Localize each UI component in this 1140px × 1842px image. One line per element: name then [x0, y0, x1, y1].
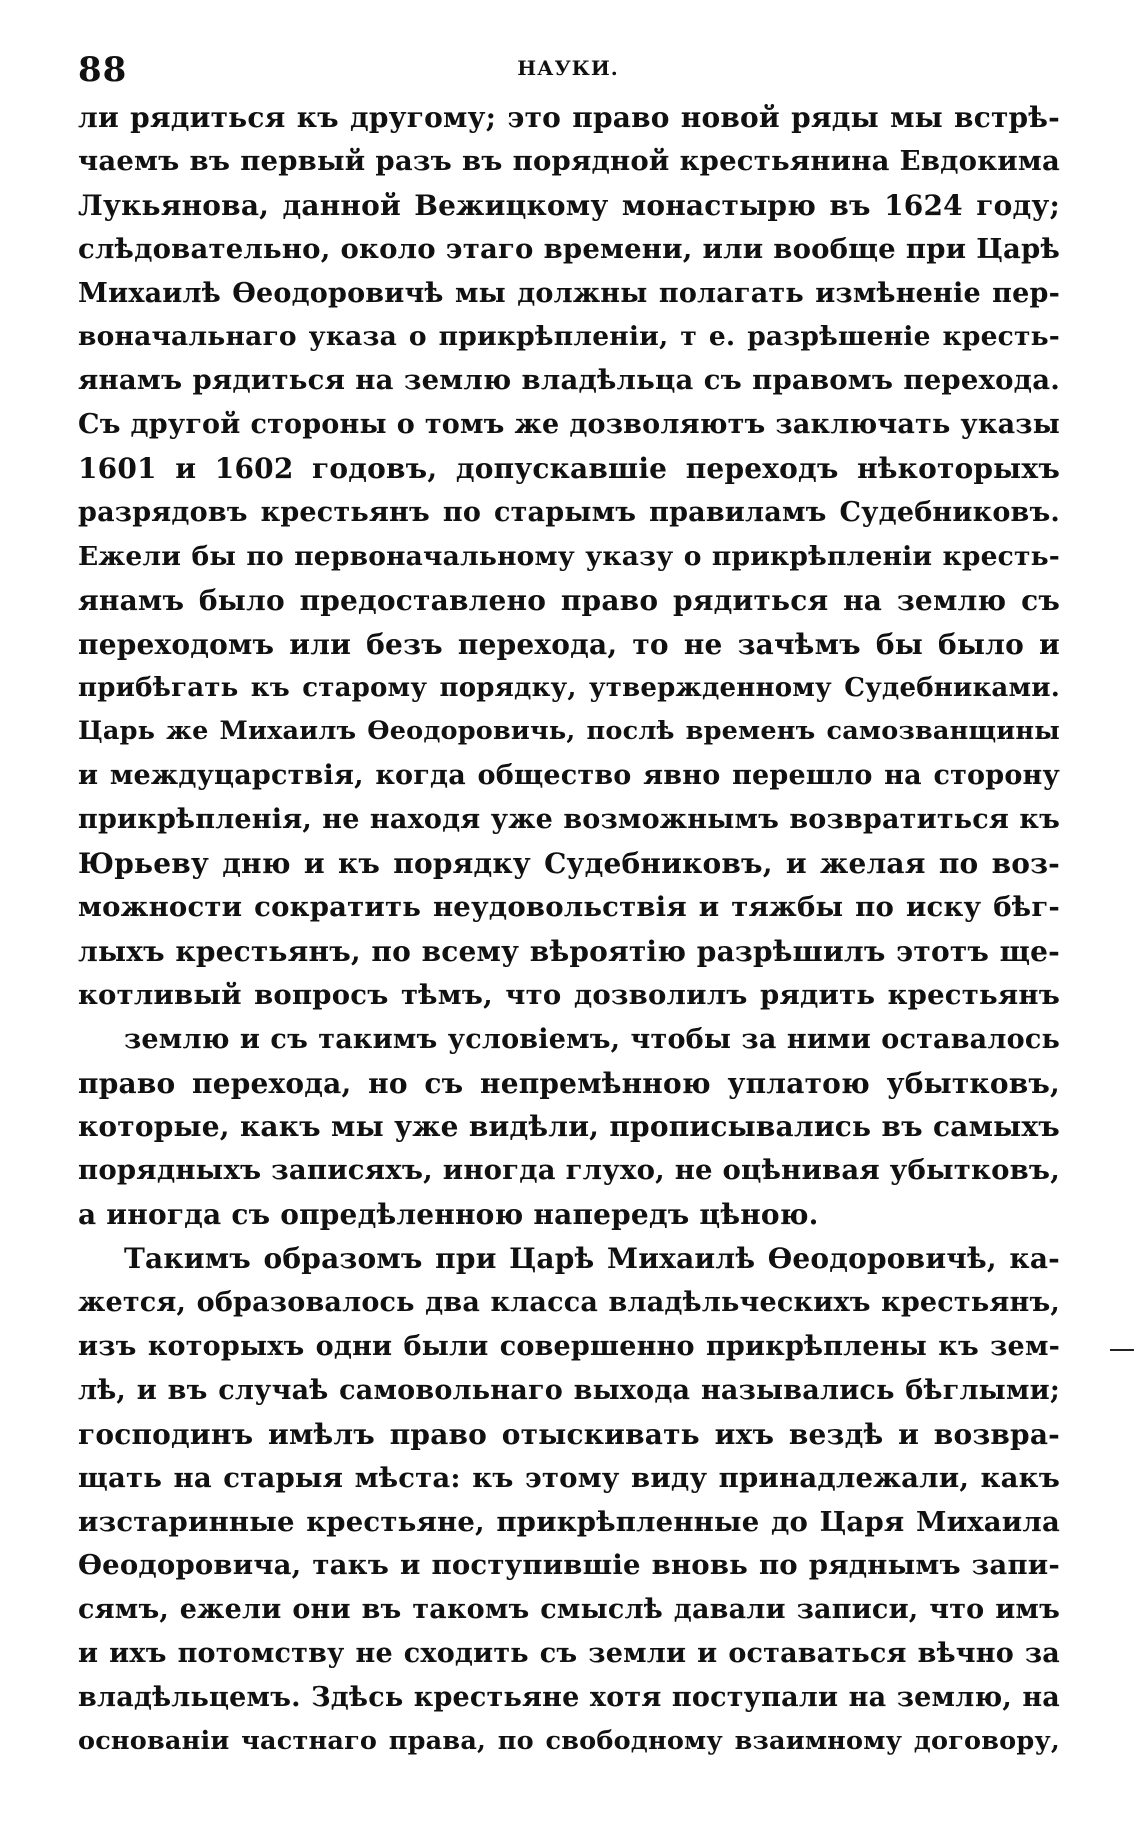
- text-line: прибѣгать къ старому порядку, утвержденному Судебниками.: [78, 672, 1060, 703]
- text-line: ли рядиться къ другому; это право новой ряды мы встрѣ-: [78, 101, 1060, 134]
- running-title: НАУКИ.: [517, 56, 619, 80]
- text-line: янамъ было предоставлено право рядиться на землю съ: [78, 583, 1060, 617]
- page-number: 88: [78, 50, 128, 90]
- paragraph-first-line: Такимъ образомъ при Царѣ Михаилѣ Ѳеодоровичѣ, ка-: [124, 1242, 1060, 1276]
- text-line: изстаринные крестьяне, прикрѣпленные до Царя Михаила: [78, 1505, 1060, 1538]
- text-line: переходомъ или безъ перехода, то не зачѣмъ бы было и: [78, 627, 1060, 661]
- text-line: которые, какъ мы уже видѣли, прописывались въ самыхъ: [78, 1110, 1060, 1144]
- text-line: 1601 и 1602 годовъ, допускавшіе переходъ нѣкоторыхъ: [78, 452, 1060, 486]
- text-line: Царь же Михаилъ Ѳеодоровичь, послѣ временъ самозванщины: [78, 716, 1060, 747]
- text-line: лыхъ крестьянъ, по всему вѣроятію разрѣшилъ этотъ ще-: [78, 934, 1060, 968]
- text-line: можности сократить неудовольствія и тяжбы по иску бѣг-: [78, 891, 1060, 924]
- margin-mark: [1110, 1349, 1134, 1351]
- text-line: щать на старыя мѣста: къ этому виду принадлежали, какъ: [78, 1461, 1060, 1494]
- text-line: воначальнаго указа о прикрѣпленіи, т е. разрѣшеніе кресть-: [78, 321, 1060, 353]
- text-line: и ихъ потомству не сходить съ земли и оставаться вѣчно за: [78, 1638, 1060, 1670]
- text-line: лѣ, и въ случаѣ самовольнаго выхода назывались бѣглыми;: [78, 1374, 1060, 1406]
- text-line: разрядовъ крестьянъ по старымъ правиламъ Судебниковъ.: [78, 497, 1060, 529]
- text-line: янамъ рядиться на землю владѣльца съ правомъ перехода.: [78, 364, 1060, 397]
- text-line: и междуцарствія, когда общество явно перешло на сторону: [78, 760, 1060, 792]
- text-line: землю и съ такимъ условіемъ, чтобы за ними оставалось: [124, 1023, 1060, 1055]
- text-line: Юрьеву дню и къ порядку Судебниковъ, и желая по воз-: [78, 847, 1060, 881]
- text-line: основаніи частнаго права, по свободному взаимному договору,: [78, 1725, 1060, 1756]
- text-line: господинъ имѣлъ право отыскивать ихъ вездѣ и возвра-: [78, 1417, 1060, 1451]
- text-line: чаемъ въ первый разъ въ порядной крестьянина Евдокима: [78, 144, 1060, 177]
- paragraph-last-line: а иногда съ опредѣленною напередъ цѣною.: [78, 1198, 819, 1232]
- text-line: жется, образовалось два класса владѣльческихъ крестьянъ,: [78, 1287, 1060, 1319]
- text-line: сямъ, ежели они въ такомъ смыслѣ давали записи, что имъ: [78, 1594, 1060, 1626]
- text-line: Михаилѣ Ѳеодоровичѣ мы должны полагать измѣненіе пер-: [78, 277, 1060, 309]
- text-line: Съ другой стороны о томъ же дозволяютъ заключать указы: [78, 409, 1060, 441]
- text-line: котливый вопросъ тѣмъ, что дозволилъ рядить крестьянъ: [78, 978, 1060, 1011]
- text-line: изъ которыхъ одни были совершенно прикрѣплены къ зем-: [78, 1330, 1060, 1362]
- page-header: [78, 42, 1058, 92]
- text-line: прикрѣпленія, не находя уже возможнымъ возвратиться къ: [78, 804, 1060, 836]
- text-line: владѣльцемъ. Здѣсь крестьяне хотя поступали на землю, на: [78, 1682, 1060, 1714]
- text-line: Ѳеодоровича, такъ и поступившіе вновь по ряднымъ запи-: [78, 1549, 1060, 1582]
- text-line: Ежели бы по первоначальному указу о прикрѣпленіи кресть-: [78, 540, 1060, 572]
- body-text: [78, 96, 1060, 1764]
- text-line: слѣдовательно, около этаго времени, или вообще при Царѣ: [78, 232, 1060, 265]
- text-line: Лукьянова, данной Вежицкому монастырю въ 1624 году;: [78, 188, 1060, 222]
- text-line: право перехода, но съ непремѣнною уплатою убытковъ,: [78, 1066, 1060, 1100]
- text-line: порядныхъ записяхъ, иногда глухо, не оцѣнивая убытковъ,: [78, 1154, 1060, 1187]
